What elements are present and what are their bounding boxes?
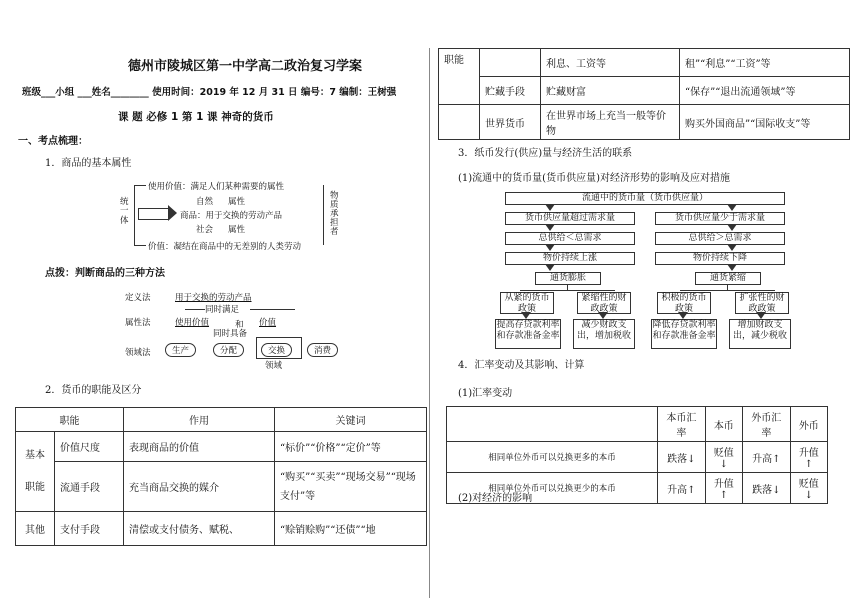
subheading-2: 2．货币的职能及区分 — [45, 385, 142, 396]
attr-method-label: 属性法 — [125, 318, 151, 328]
arrow-head — [168, 205, 177, 221]
table-cell: 充当商品交换的媒介 — [124, 462, 275, 512]
flow-top: 流通中的货币量（货币供应量） — [505, 192, 785, 205]
nature-attr: 属性 — [228, 197, 246, 207]
table-cell: “购买”“买卖”“现场交易”“现场支付”等 — [275, 462, 427, 512]
flow-r5a: 积极的货币政策 — [657, 292, 711, 314]
table-cell: 贮藏手段 — [480, 77, 541, 105]
rate-cell: 贬值↓ — [790, 473, 827, 504]
subheading-1: 1．商品的基本属性 — [45, 158, 132, 169]
table-cell: 租”“利息”“工资”等 — [680, 49, 850, 77]
flow-l2: 总供给＜总需求 — [505, 232, 635, 245]
flow-l3: 物价持续上涨 — [505, 252, 635, 265]
use-value-line: 使用价值：满足人们某种需要的属性 — [148, 182, 285, 192]
table-cell: 支付手段 — [55, 512, 124, 546]
flow-r6b: 增加财政支出，减少税收 — [729, 319, 791, 349]
group-label: 职能 — [25, 481, 45, 493]
table-cell: 购买外国商品”“国际收支”等 — [680, 105, 850, 140]
table-cell: “赊销赊购”“还债”“地 — [275, 512, 427, 546]
info-line: 班级___小组 ___姓名________ 使用时间：2019 年 12 月 31 日 编号：7 编制：王树强 — [22, 87, 397, 98]
social-attr: 属性 — [228, 225, 246, 235]
table-header: 关键词 — [275, 408, 427, 432]
group-label: 其他 — [16, 512, 55, 546]
value-text: 价值 — [259, 318, 277, 328]
meet-text: 同时满足 — [205, 305, 240, 315]
rate-header — [447, 407, 658, 442]
carrier-label: 物质承担者 — [330, 191, 339, 237]
page-title: 德州市陵城区第一中学高二政治复习学案 — [127, 59, 362, 74]
rate-header: 外币汇率 — [742, 407, 790, 442]
rate-header: 本币 — [705, 407, 742, 442]
basic-function-cell — [16, 432, 55, 512]
rate-cell: 跌落↓ — [742, 473, 790, 504]
group-label: 基本 — [25, 449, 45, 461]
flow-r6a: 降低存贷款利率和存款准备金率 — [651, 319, 717, 349]
table-cell: 清偿或支付债务、赋税、 — [124, 512, 275, 546]
column-divider — [429, 48, 430, 598]
method-diagram — [125, 289, 355, 369]
table-cell: 价值尺度 — [55, 432, 124, 462]
flow-l1: 货币供应量超过需求量 — [505, 212, 635, 225]
table-cell: “标价”“价格”“定价”等 — [275, 432, 427, 462]
flow-l6a: 提高存贷款利率和存款准备金率 — [495, 319, 561, 349]
flow-l5a: 从紧的货币政策 — [500, 292, 554, 314]
table-cell: 利息、工资等 — [541, 49, 680, 77]
unity-label: 统一体 — [120, 197, 129, 226]
rate-cell: 跌落↓ — [658, 442, 706, 473]
rate-cell: 相同单位外币可以兑换更少的本币 — [447, 473, 658, 504]
rate-cell: 升值↑ — [790, 442, 827, 473]
flow-r1: 货币供应量少于需求量 — [655, 212, 785, 225]
cont-label: 职能 — [439, 49, 480, 105]
field-method-label: 领域法 — [125, 348, 151, 358]
flow-l4: 通货膨胀 — [535, 272, 601, 285]
rate-header: 本币汇率 — [658, 407, 706, 442]
def-method-label: 定义法 — [125, 293, 151, 303]
subheading-4b: (2)对经济的影响 — [458, 493, 533, 504]
rate-cell: 贬值↓ — [705, 442, 742, 473]
money-function-table-cont — [438, 48, 850, 140]
table-header: 职能 — [16, 408, 124, 432]
subheading-4: 4．汇率变动及其影响、计算 — [458, 360, 585, 371]
flow-r5b: 扩张性的财政政策 — [735, 292, 789, 314]
flow-r4: 通货紧缩 — [695, 272, 761, 285]
nature-label: 自然 — [196, 197, 214, 207]
subheading-3: 3．纸币发行(供应)量与经济生活的联系 — [458, 148, 633, 159]
money-function-table — [15, 407, 427, 546]
commodity-def: 商品：用于交换的劳动产品 — [180, 211, 283, 221]
distribute-oval: 分配 — [213, 343, 244, 357]
rate-cell: 升高↑ — [742, 442, 790, 473]
table-cell: 流通手段 — [55, 462, 124, 512]
table-cell: “保存”“退出流通领域”等 — [680, 77, 850, 105]
rate-cell: 升高↑ — [658, 473, 706, 504]
rate-cell: 升值↑ — [705, 473, 742, 504]
both-text: 同时具备 — [213, 329, 248, 339]
flow-r2: 总供给＞总需求 — [655, 232, 785, 245]
section-heading: 一、考点梳理： — [18, 136, 88, 147]
table-cell: 在世界市场上充当一般等价物 — [541, 105, 680, 140]
and-text: 和 — [235, 320, 244, 330]
table-cell — [480, 49, 541, 77]
exchange-oval: 交换 — [261, 343, 292, 357]
rate-header: 外币 — [790, 407, 827, 442]
table-header: 作用 — [124, 408, 275, 432]
use-value-text: 使用价值 — [175, 318, 210, 328]
subheading-3a: (1)流通中的货币量(货币供应量)对经济形势的影响及应对措施 — [458, 173, 730, 184]
flow-r3: 物价持续下降 — [655, 252, 785, 265]
flow-l6b: 减少财政支出，增加税收 — [573, 319, 635, 349]
exchange-box — [256, 337, 302, 359]
value-line: 价值：凝结在商品中的无差别的人类劳动 — [148, 242, 302, 252]
consume-oval: 消费 — [307, 343, 338, 357]
table-cell: 表现商品的价值 — [124, 432, 275, 462]
table-cell: 世界货币 — [480, 105, 541, 140]
produce-oval: 生产 — [165, 343, 196, 357]
flow-l5b: 紧缩性的财政政策 — [577, 292, 631, 314]
def-method-text: 用于交换的劳动产品 — [175, 293, 252, 303]
field-text: 领域 — [265, 361, 283, 371]
social-label: 社会 — [196, 225, 214, 235]
money-supply-flowchart — [495, 192, 795, 347]
rate-cell: 相同单位外币可以兑换更多的本币 — [447, 442, 658, 473]
tip-heading: 点拨：判断商品的三种方法 — [45, 268, 165, 279]
lesson-title: 课 题 必修 1 第 1 课 神奇的货币 — [118, 111, 274, 123]
subheading-4a: (1)汇率变动 — [458, 388, 513, 399]
arrow-shape — [138, 208, 169, 220]
commodity-diagram — [120, 178, 360, 258]
table-cell: 贮藏财富 — [541, 77, 680, 105]
